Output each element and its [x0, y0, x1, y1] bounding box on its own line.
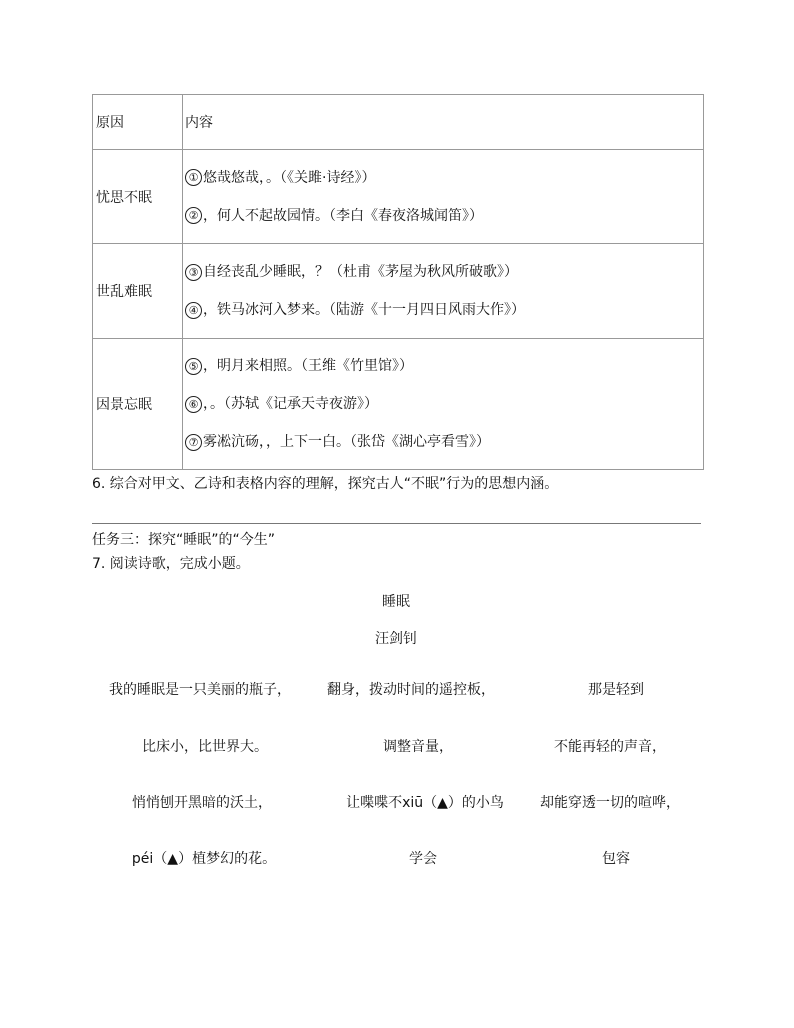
- header-reason: 原因: [93, 95, 183, 150]
- poem-line: 包容: [602, 851, 630, 867]
- poem-author: 汪剑钊: [375, 631, 417, 647]
- circled-number: ⑥: [185, 396, 202, 413]
- poem-title: 睡眠: [382, 594, 410, 610]
- content-cell: [183, 150, 704, 244]
- verse-text: ，明月来相照。（王维《竹里馆》）: [203, 358, 413, 374]
- poem-line: 翻身，拨动时间的遥控板，: [327, 682, 495, 698]
- poem-line: 我的睡眠是一只美丽的瓶子，: [109, 682, 291, 698]
- verse-text: ，何人不起故园情。（李白《春夜洛城闻笛》）: [203, 207, 483, 224]
- reason-cell: 因景忘眠: [93, 339, 183, 470]
- verse-text: 自经丧乱少睡眠，？（杜甫《茅屋为秋风所破歌》）: [203, 264, 518, 280]
- poem-line: 却能穿透一切的喧哗，: [540, 795, 680, 811]
- poem-line: 学会: [409, 851, 437, 867]
- content-cell: [183, 244, 704, 339]
- section-divider: [92, 523, 701, 524]
- poem-line: 那是轻到: [588, 682, 644, 698]
- verse-text: 雾凇沆砀，，上下一白。（张岱《湖心亭看雪》）: [203, 434, 490, 450]
- verse-text: ，。（苏轼《记承天寺夜游》）: [203, 396, 378, 412]
- verse-line: [185, 197, 703, 235]
- verse-line: [185, 159, 703, 197]
- question-6: 6. 综合对甲文、乙诗和表格内容的理解，探究古人“不眠”行为的思想内涵。: [92, 476, 559, 492]
- verse-line: [185, 291, 703, 329]
- poem-line: 不能再轻的声音，: [554, 739, 666, 755]
- verse-line: [185, 385, 703, 423]
- poem-line: 调整音量，: [383, 739, 453, 755]
- circled-number: ②: [185, 207, 202, 224]
- reason-cell: 忧思不眠: [93, 150, 183, 244]
- task-heading: 任务三：探究“睡眠”的“今生”: [92, 532, 276, 548]
- circled-number: ④: [185, 302, 202, 319]
- verse-text: ，铁马冰河入梦来。（陆游《十一月四日风雨大作》）: [203, 302, 525, 318]
- circled-number: ⑤: [185, 358, 202, 375]
- verse-line: [185, 347, 703, 385]
- reason-cell: 世乱难眠: [93, 244, 183, 339]
- circled-number: ③: [185, 264, 202, 281]
- sleep-reasons-table: [92, 94, 704, 470]
- verse-line: [185, 253, 703, 291]
- verse-text: 悠哉悠哉，。（《关雎·诗经》）: [203, 169, 376, 186]
- poem-line: péi（▲）植梦幻的花。: [131, 851, 277, 867]
- poem-line: 悄悄刨开黑暗的沃土，: [132, 795, 272, 811]
- circled-number: ①: [185, 169, 202, 186]
- poem-line: 让喋喋不xiū（▲）的小鸟: [346, 795, 504, 811]
- content-cell: [183, 339, 704, 470]
- circled-number: ⑦: [185, 434, 202, 451]
- header-content: 内容: [183, 95, 704, 150]
- question-7: 7. 阅读诗歌，完成小题。: [92, 556, 250, 572]
- poem-line: 比床小，比世界大。: [142, 739, 268, 755]
- verse-line: [185, 423, 703, 461]
